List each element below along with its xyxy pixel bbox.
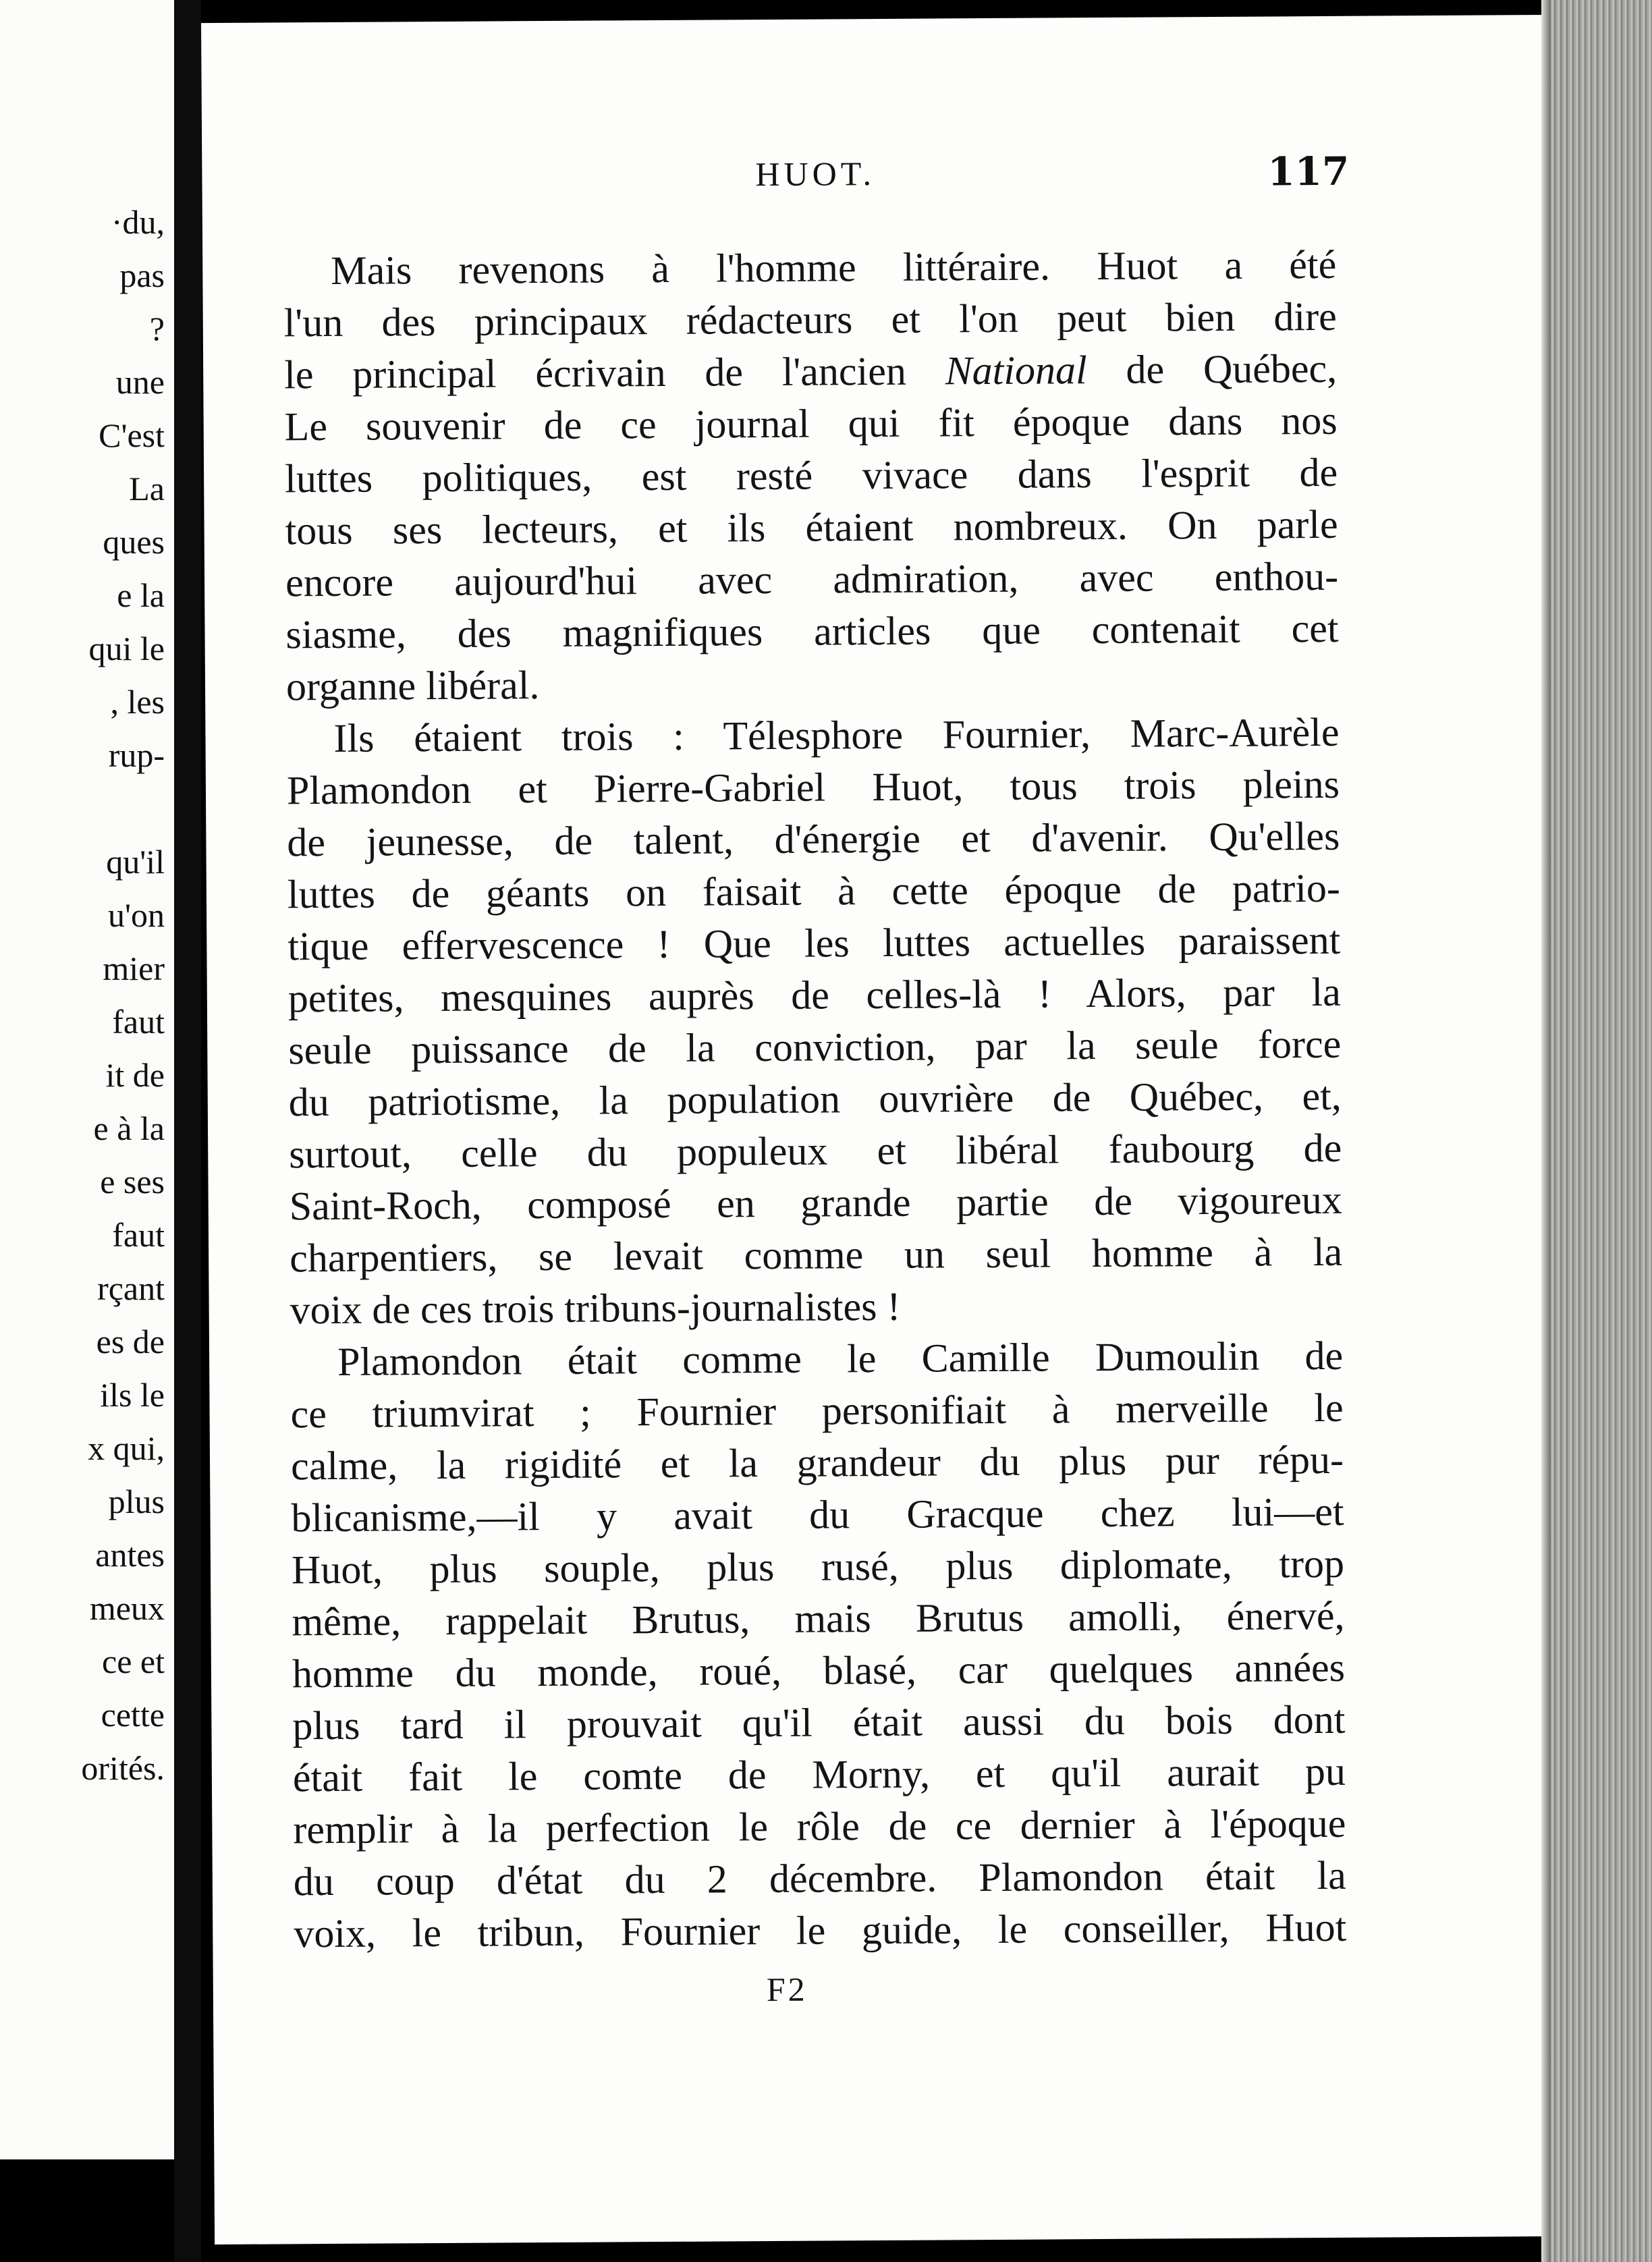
text-line: voix de ces trois tribuns-journalistes ! — [290, 1284, 901, 1333]
text-line: voix, le tribun, Fournier le guide, le conseiller, Huot — [294, 1904, 1347, 1956]
facing-page-line: une — [115, 363, 165, 401]
book-page — [201, 15, 1571, 2244]
facing-page-left — [0, 0, 174, 2159]
facing-page-line: plus — [108, 1483, 165, 1520]
facing-page-line: antes — [95, 1536, 165, 1574]
facing-page-line: , les — [110, 683, 165, 721]
text-line: Huot, plus souple, plus rusé, plus diplomate, trop — [291, 1541, 1345, 1593]
facing-page-line: es de — [96, 1323, 165, 1360]
text-line-part: de Québec, — [1086, 346, 1338, 393]
facing-page-line: La — [129, 470, 165, 507]
text-line: petites, mesquines auprès de celles-là ! Alors, par la — [287, 969, 1342, 1021]
facing-page-line: rup- — [108, 736, 165, 774]
text-line: tous ses lecteurs, et ils étaient nombreux. On parle — [285, 501, 1338, 553]
book-fore-edge — [1551, 0, 1652, 2262]
text-line: même, rappelait Brutus, mais Brutus amolli, énervé, — [292, 1593, 1345, 1645]
text-line: homme du monde, roué, blasé, car quelques années — [292, 1645, 1346, 1697]
facing-page-line: C'est — [99, 416, 165, 454]
facing-page-line: e ses — [100, 1163, 165, 1201]
text-line: Plamondon et Pierre-Gabriel Huot, tous trois pleins — [286, 761, 1340, 813]
text-line: blicanisme,—il y avait du Gracque chez lui—et — [291, 1489, 1344, 1541]
text-line: ce triumvirat ; Fournier personifiait à merveille le — [290, 1385, 1344, 1437]
text-line: surtout, celle du populeux et libéral faubourg de — [289, 1125, 1342, 1177]
facing-page-line: e à la — [93, 1109, 165, 1147]
facing-page-line: ques — [103, 523, 165, 561]
facing-page-line: cette — [101, 1696, 165, 1734]
text-line: Ils étaient trois : Télesphore Fournier, Marc-Aurèle — [333, 709, 1340, 761]
text-line: l'un des principaux rédacteurs et l'on peut bien dire — [283, 294, 1337, 346]
text-line-part: le principal écrivain de l'ancien — [284, 348, 945, 397]
text-line: calme, la rigidité et la grandeur du plus pur répu- — [290, 1437, 1344, 1489]
text-line: siasme, des magnifiques articles que contenait cet — [285, 605, 1339, 657]
facing-page-line: ? — [149, 310, 165, 348]
facing-page-line: rçant — [97, 1269, 165, 1307]
facing-page-line: u'on — [107, 896, 165, 934]
text-line: organne libéral. — [285, 663, 540, 709]
facing-page-line: mier — [103, 949, 165, 987]
text-line: était fait le comte de Morny, et qu'il aurait pu — [292, 1748, 1346, 1800]
page-number: 117 — [1267, 148, 1350, 195]
fore-edge-shadow — [1541, 0, 1551, 2262]
text-line: du coup d'état du 2 décembre. Plamondon était la — [293, 1852, 1347, 1904]
text-line: Saint-Roch, composé en grande partie de vigoureux — [289, 1177, 1342, 1229]
facing-page-line: it de — [105, 1056, 165, 1094]
book-gutter — [174, 0, 201, 2262]
text-line: luttes politiques, est resté vivace dans l'esprit de — [284, 449, 1338, 501]
text-line: Plamondon était comme le Camille Dumoulin de — [337, 1333, 1344, 1384]
facing-page-line: ils le — [100, 1376, 165, 1414]
text-line: plus tard il prouvait qu'il était aussi du bois dont — [292, 1697, 1346, 1748]
facing-page-line: meux — [89, 1589, 165, 1627]
facing-page-line: x qui, — [88, 1429, 165, 1467]
text-line: seule puissance de la conviction, par la seule force — [288, 1021, 1342, 1073]
facing-page-line: pas — [119, 256, 165, 294]
text-line: tique effervescence ! Que les luttes actuelles paraissent — [287, 917, 1341, 969]
facing-page-line: faut — [112, 1216, 165, 1254]
facing-page-line: orités. — [81, 1749, 165, 1787]
body-text — [283, 239, 1346, 1960]
facing-page-line: qu'il — [106, 843, 165, 881]
text-line: encore aujourd'hui avec admiration, avec enthou- — [285, 553, 1339, 605]
text-line — [284, 343, 1337, 402]
signature-mark: F2 — [766, 1970, 808, 2009]
facing-page-line: e la — [117, 576, 165, 614]
text-line: Le souvenir de ce journal qui fit époque dans nos — [284, 397, 1338, 449]
text-line: remplir à la perfection le rôle de ce dernier à l'époque — [293, 1800, 1346, 1852]
text-line: du patriotisme, la population ouvrière de Québec, et, — [288, 1073, 1342, 1125]
text-line: Mais revenons à l'homme littéraire. Huot a été — [331, 242, 1337, 293]
italic-word: National — [945, 348, 1087, 393]
text-line: luttes de géants on faisait à cette époque de patrio- — [287, 865, 1341, 917]
running-head: HUOT. — [755, 155, 876, 194]
facing-page-line: faut — [112, 1003, 165, 1041]
text-line: de jeunesse, de talent, d'énergie et d'avenir. Qu'elles — [287, 813, 1340, 865]
facing-page-line: ·du, — [111, 203, 165, 241]
facing-page-line: ce et — [102, 1643, 165, 1680]
facing-page-line: qui le — [88, 630, 165, 667]
text-line: charpentiers, se levait comme un seul homme à la — [289, 1229, 1343, 1281]
